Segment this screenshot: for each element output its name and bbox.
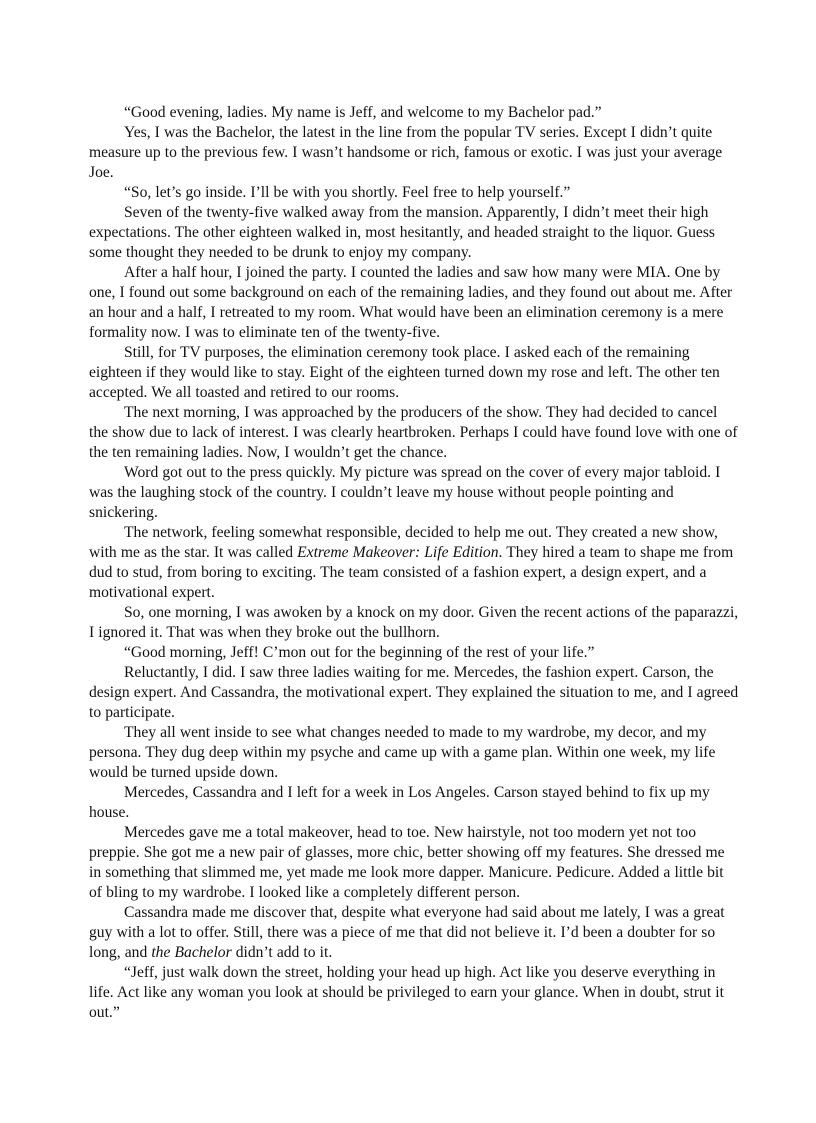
paragraph-text: They all went inside to see what changes needed to made to my wardrobe, my decor, and my persona. They dug deep within my psyche and came up with a game plan. Within one week, my life would be turned upside down. bbox=[89, 724, 716, 781]
paragraph bbox=[89, 903, 739, 963]
paragraph-text: Mercedes gave me a total makeover, head to toe. New hairstyle, not too modern yet not too preppie. She got me a new pair of glasses, more chic, better showing off my features. She dressed me in something that slimmed me, yet made me look more dapper. Manicure. Pedicure. Added a little bit of bling to my wardrobe. I looked like a completely different person. bbox=[89, 824, 725, 901]
paragraph bbox=[89, 463, 739, 523]
paragraph bbox=[89, 123, 739, 183]
paragraph-text: “Jeff, just walk down the street, holding your head up high. Act like you deserve everything in life. Act like any woman you look at should be privileged to earn your glance. When in doubt, strut it out.” bbox=[89, 964, 724, 1021]
paragraph bbox=[89, 263, 739, 343]
paragraph-text: “Good evening, ladies. My name is Jeff, and welcome to my Bachelor pad.” bbox=[124, 104, 602, 121]
paragraph-text: Cassandra made me discover that, despite what everyone had said about me lately, I was a great guy with a lot to offer. Still, there was a piece of me that did not believe it. I’d been a doubter for so long, and bbox=[89, 904, 725, 961]
paragraph bbox=[89, 663, 739, 723]
paragraph-text: . They hired a team to shape me from dud to stud, from boring to exciting. The team consisted of a fashion expert, a design expert, and a motivational expert. bbox=[89, 544, 734, 601]
paragraph bbox=[89, 963, 739, 1023]
paragraph-text: Word got out to the press quickly. My picture was spread on the cover of every major tabloid. I was the laughing stock of the country. I couldn’t leave my house without people pointing and snickering. bbox=[89, 464, 721, 521]
paragraph-text: “So, let’s go inside. I’ll be with you shortly. Feel free to help yourself.” bbox=[124, 184, 571, 201]
paragraph-text: The network, feeling somewhat responsible, decided to help me out. They created a new show, with me as the star. It was called bbox=[89, 524, 718, 561]
paragraph bbox=[89, 783, 739, 823]
paragraph-text: Reluctantly, I did. I saw three ladies waiting for me. Mercedes, the fashion expert. Carson, the design expert. And Cassandra, the motivational expert. They explained the situation to me, and I agreed to participate. bbox=[89, 664, 739, 721]
paragraph-text: Mercedes, Cassandra and I left for a week in Los Angeles. Carson stayed behind to fix up my house. bbox=[89, 784, 710, 821]
paragraph bbox=[89, 603, 739, 643]
paragraph bbox=[89, 823, 739, 903]
italic-title-text: Extreme Makeover: Life Edition bbox=[297, 544, 499, 561]
paragraph-text: Still, for TV purposes, the elimination ceremony took place. I asked each of the remaining eighteen if they would like to stay. Eight of the eighteen turned down my rose and left. The other ten accepted. We all toasted and retired to our rooms. bbox=[89, 344, 720, 401]
body-text bbox=[89, 103, 739, 1023]
paragraph-text: After a half hour, I joined the party. I counted the ladies and saw how many were MIA. One by one, I found out some background on each of the remaining ladies, and they found out about me. After an hour and a half, I retreated to my room. What would have been an elimination ceremony is a mere formality now. I was to eliminate ten of the twenty-five. bbox=[89, 264, 733, 341]
paragraph-text: didn’t add to it. bbox=[231, 944, 333, 961]
paragraph bbox=[89, 723, 739, 783]
paragraph bbox=[89, 203, 739, 263]
italic-title-text: the Bachelor bbox=[151, 944, 232, 961]
paragraph-text: Yes, I was the Bachelor, the latest in the line from the popular TV series. Except I didn’t quite measure up to the previous few. I wasn’t handsome or rich, famous or exotic. I was just your average Joe. bbox=[89, 124, 723, 181]
paragraph bbox=[89, 343, 739, 403]
paragraph-text: Seven of the twenty-five walked away from the mansion. Apparently, I didn’t meet their high expectations. The other eighteen walked in, most hesitantly, and headed straight to the liquor. Guess some thought they needed to be drunk to enjoy my company. bbox=[89, 204, 715, 261]
paragraph bbox=[89, 183, 739, 203]
paragraph bbox=[89, 643, 739, 663]
paragraph-text: So, one morning, I was awoken by a knock on my door. Given the recent actions of the paparazzi, I ignored it. That was when they broke out the bullhorn. bbox=[89, 604, 739, 641]
paragraph bbox=[89, 103, 739, 123]
paragraph-text: The next morning, I was approached by the producers of the show. They had decided to cancel the show due to lack of interest. I was clearly heartbroken. Perhaps I could have found love with one of the ten remaining ladies. Now, I wouldn’t get the chance. bbox=[89, 404, 738, 461]
paragraph bbox=[89, 403, 739, 463]
paragraph bbox=[89, 523, 739, 603]
paragraph-text: “Good morning, Jeff! C’mon out for the beginning of the rest of your life.” bbox=[124, 644, 595, 661]
